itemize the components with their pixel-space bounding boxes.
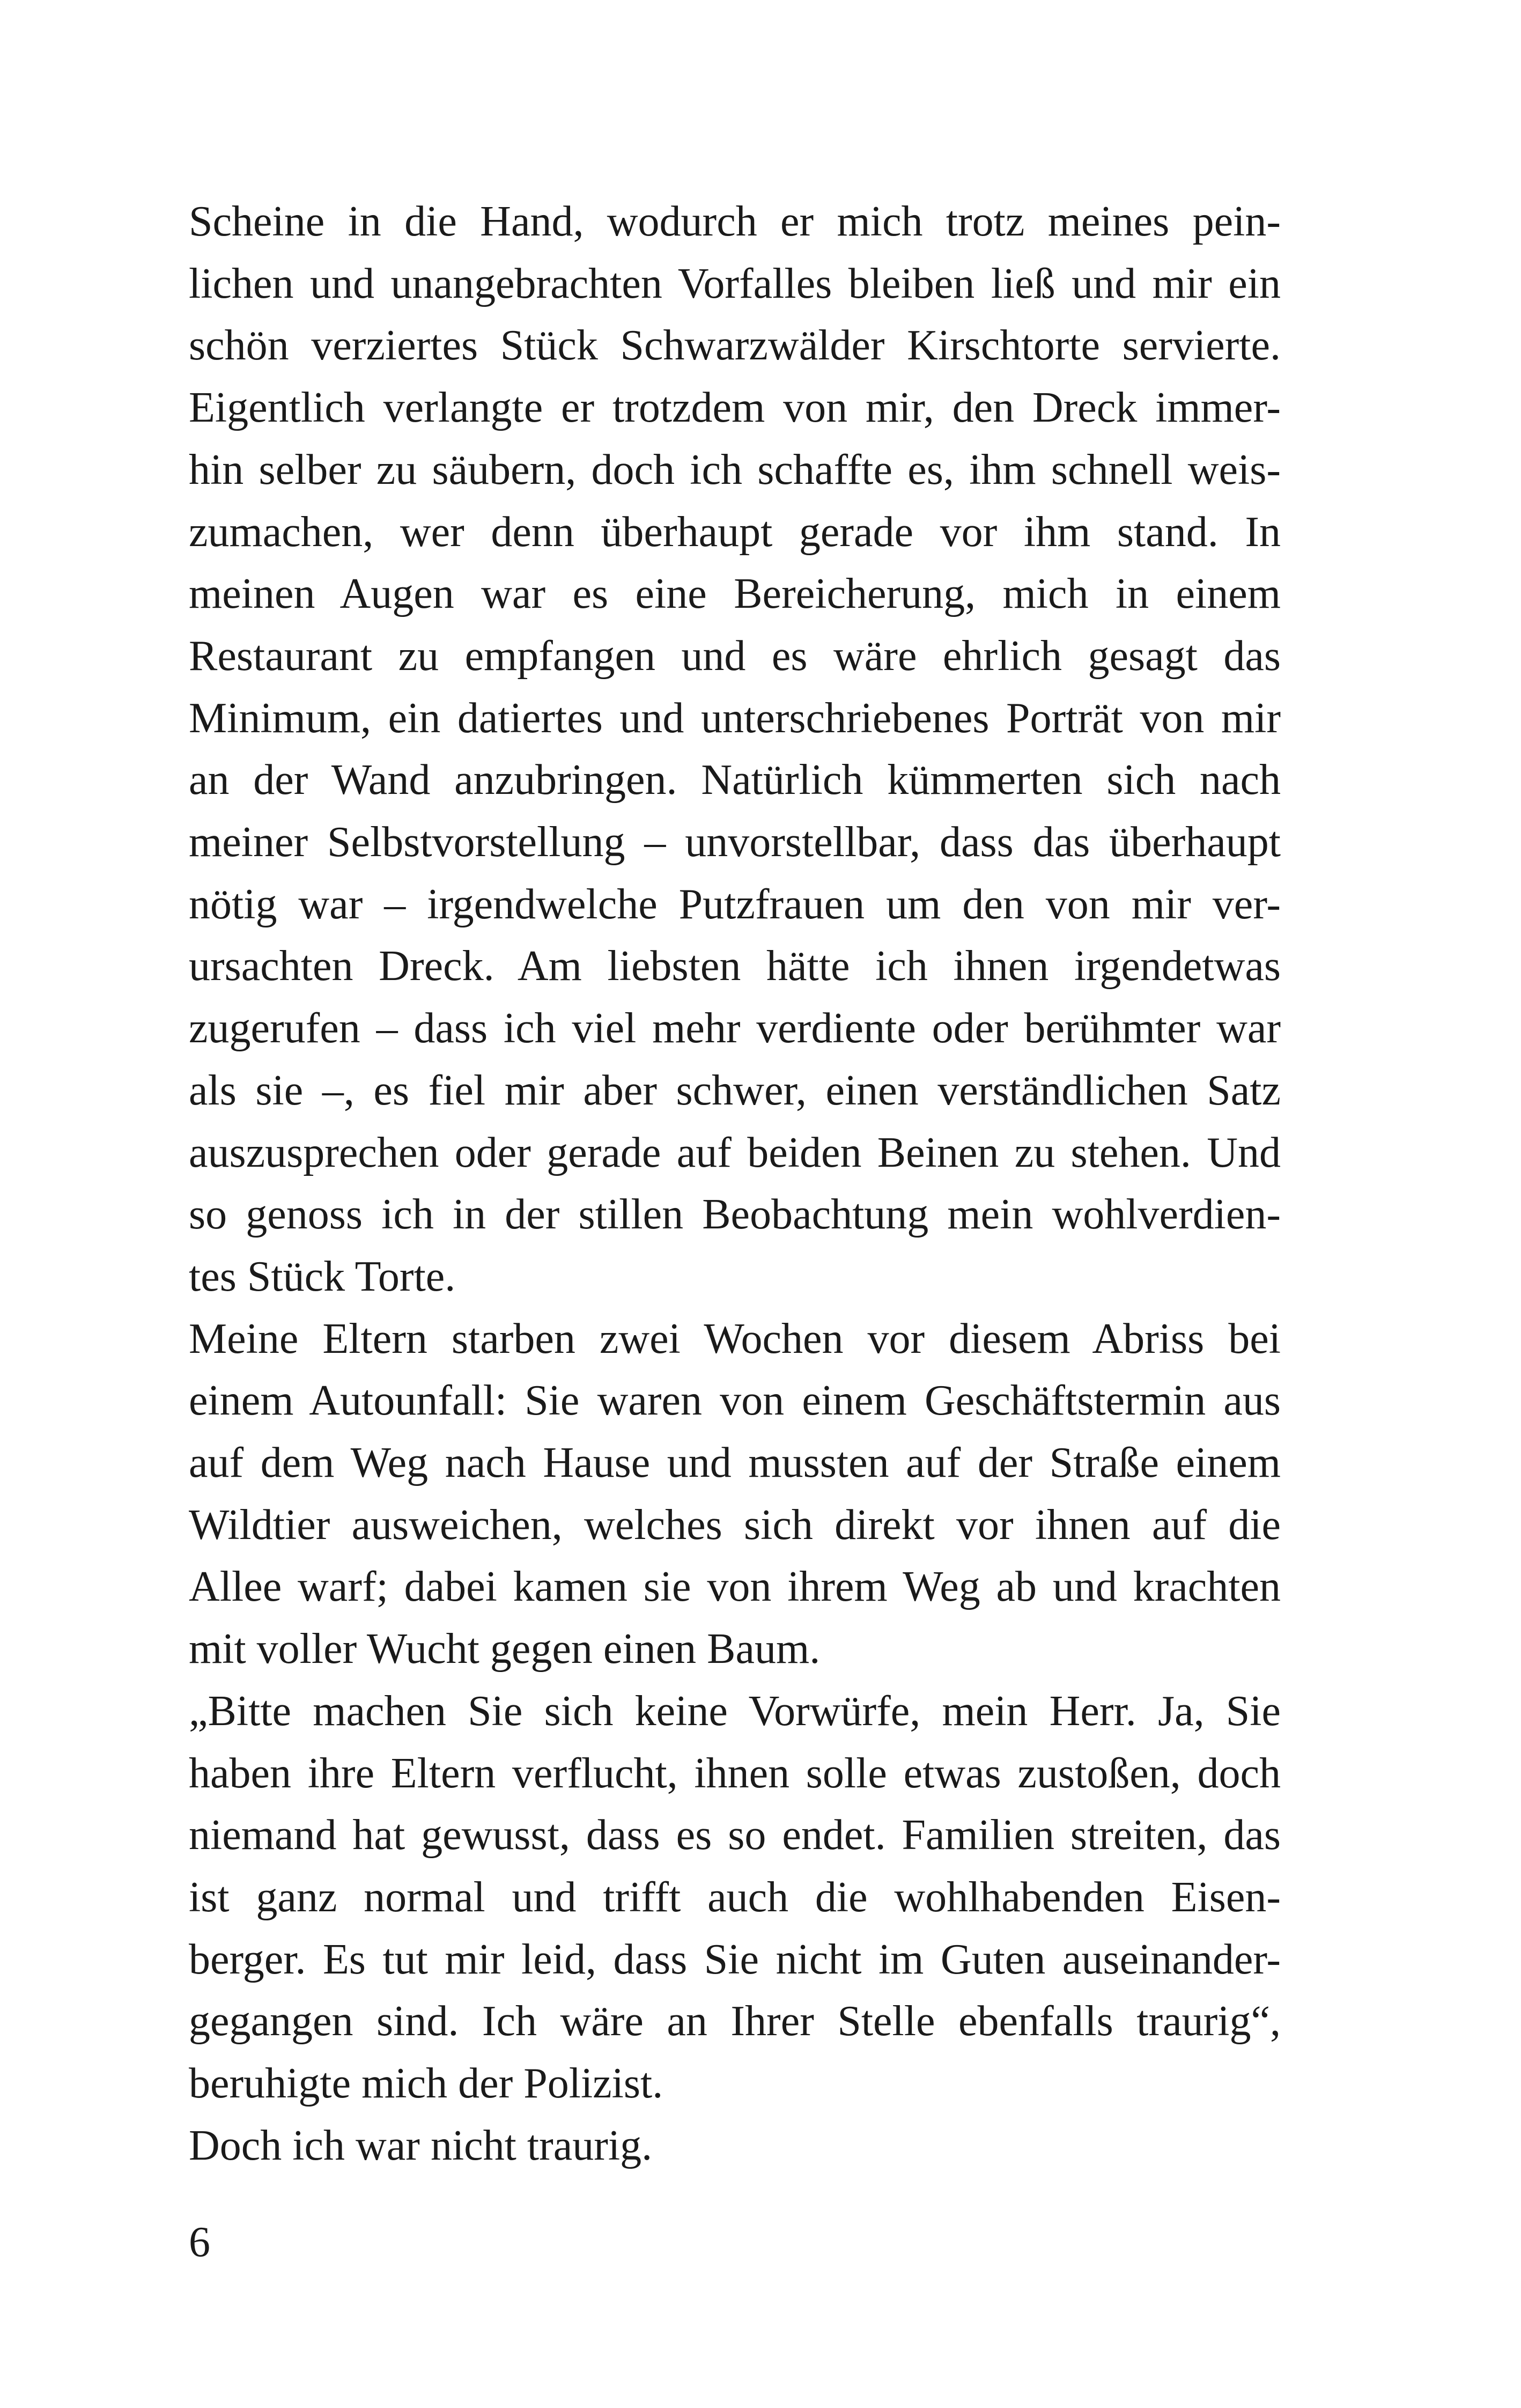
text-line: tes Stück Torte. [189,1253,456,1300]
text-line: auf dem Weg nach Hause und mussten auf der Straße einem [189,1439,1281,1487]
text-line: ursachten Dreck. Am liebsten hätte ich ihnen irgendetwas [189,942,1281,990]
text-line: zugerufen – dass ich viel mehr verdiente oder berühmter war [189,1005,1281,1052]
text-line: meinen Augen war es eine Bereicherung, mich in einem [189,570,1281,618]
text-line: Restaurant zu empfangen und es wäre ehrlich gesagt das [189,632,1281,680]
text-line: Minimum, ein datiertes und unterschriebenes Porträt von mir [189,694,1281,742]
text-line: zumachen, wer denn überhaupt gerade vor ihm stand. In [189,508,1281,556]
text-line: haben ihre Eltern verflucht, ihnen solle etwas zustoßen, doch [189,1749,1281,1797]
text-line: schön verziertes Stück Schwarzwälder Kirschtorte servierte. [189,322,1281,370]
text-line: als sie –, es fiel mir aber schwer, einen verständlichen Satz [189,1066,1281,1114]
text-line: „Bitte machen Sie sich keine Vorwürfe, mein Herr. Ja, Sie [189,1687,1281,1735]
text-line: lichen und unangebrachten Vorfalles bleiben ließ und mir ein [189,260,1281,307]
text-line: Doch ich war nicht traurig. [189,2122,653,2169]
text-line: niemand hat gewusst, dass es so endet. Familien streiten, das [189,1811,1281,1859]
text-line: beruhigte mich der Polizist. [189,2060,663,2108]
text-line: Eigentlich verlangte er trotzdem von mir, den Dreck immer- [189,384,1281,432]
text-line: Allee warf; dabei kamen sie von ihrem Weg ab und krachten [189,1563,1281,1611]
text-line: Meine Eltern starben zwei Wochen vor diesem Abriss bei [189,1315,1281,1363]
text-line: gegangen sind. Ich wäre an Ihrer Stelle ebenfalls traurig“, [189,1998,1281,2045]
text-line: einem Autounfall: Sie waren von einem Geschäftstermin aus [189,1377,1281,1425]
text-line: nötig war – irgendwelche Putzfrauen um den von mir ver- [189,880,1281,928]
text-line: auszusprechen oder gerade auf beiden Beinen zu stehen. Und [189,1129,1281,1176]
text-line: Scheine in die Hand, wodurch er mich trotz meines pein- [189,198,1281,245]
text-line: berger. Es tut mir leid, dass Sie nicht im Guten auseinander- [189,1935,1281,1983]
body-text [189,191,1281,2177]
text-line: so genoss ich in der stillen Beobachtung mein wohlverdien- [189,1191,1281,1239]
page-number: 6 [189,2219,210,2266]
text-line: an der Wand anzubringen. Natürlich kümmerten sich nach [189,756,1281,804]
text-line: hin selber zu säubern, doch ich schaffte es, ihm schnell weis- [189,446,1281,494]
text-line: meiner Selbstvorstellung – unvorstellbar, dass das überhaupt [189,819,1281,866]
text-line: ist ganz normal und trifft auch die wohlhabenden Eisen- [189,1873,1281,1921]
text-line: Wildtier ausweichen, welches sich direkt vor ihnen auf die [189,1501,1281,1549]
text-line: mit voller Wucht gegen einen Baum. [189,1625,821,1673]
